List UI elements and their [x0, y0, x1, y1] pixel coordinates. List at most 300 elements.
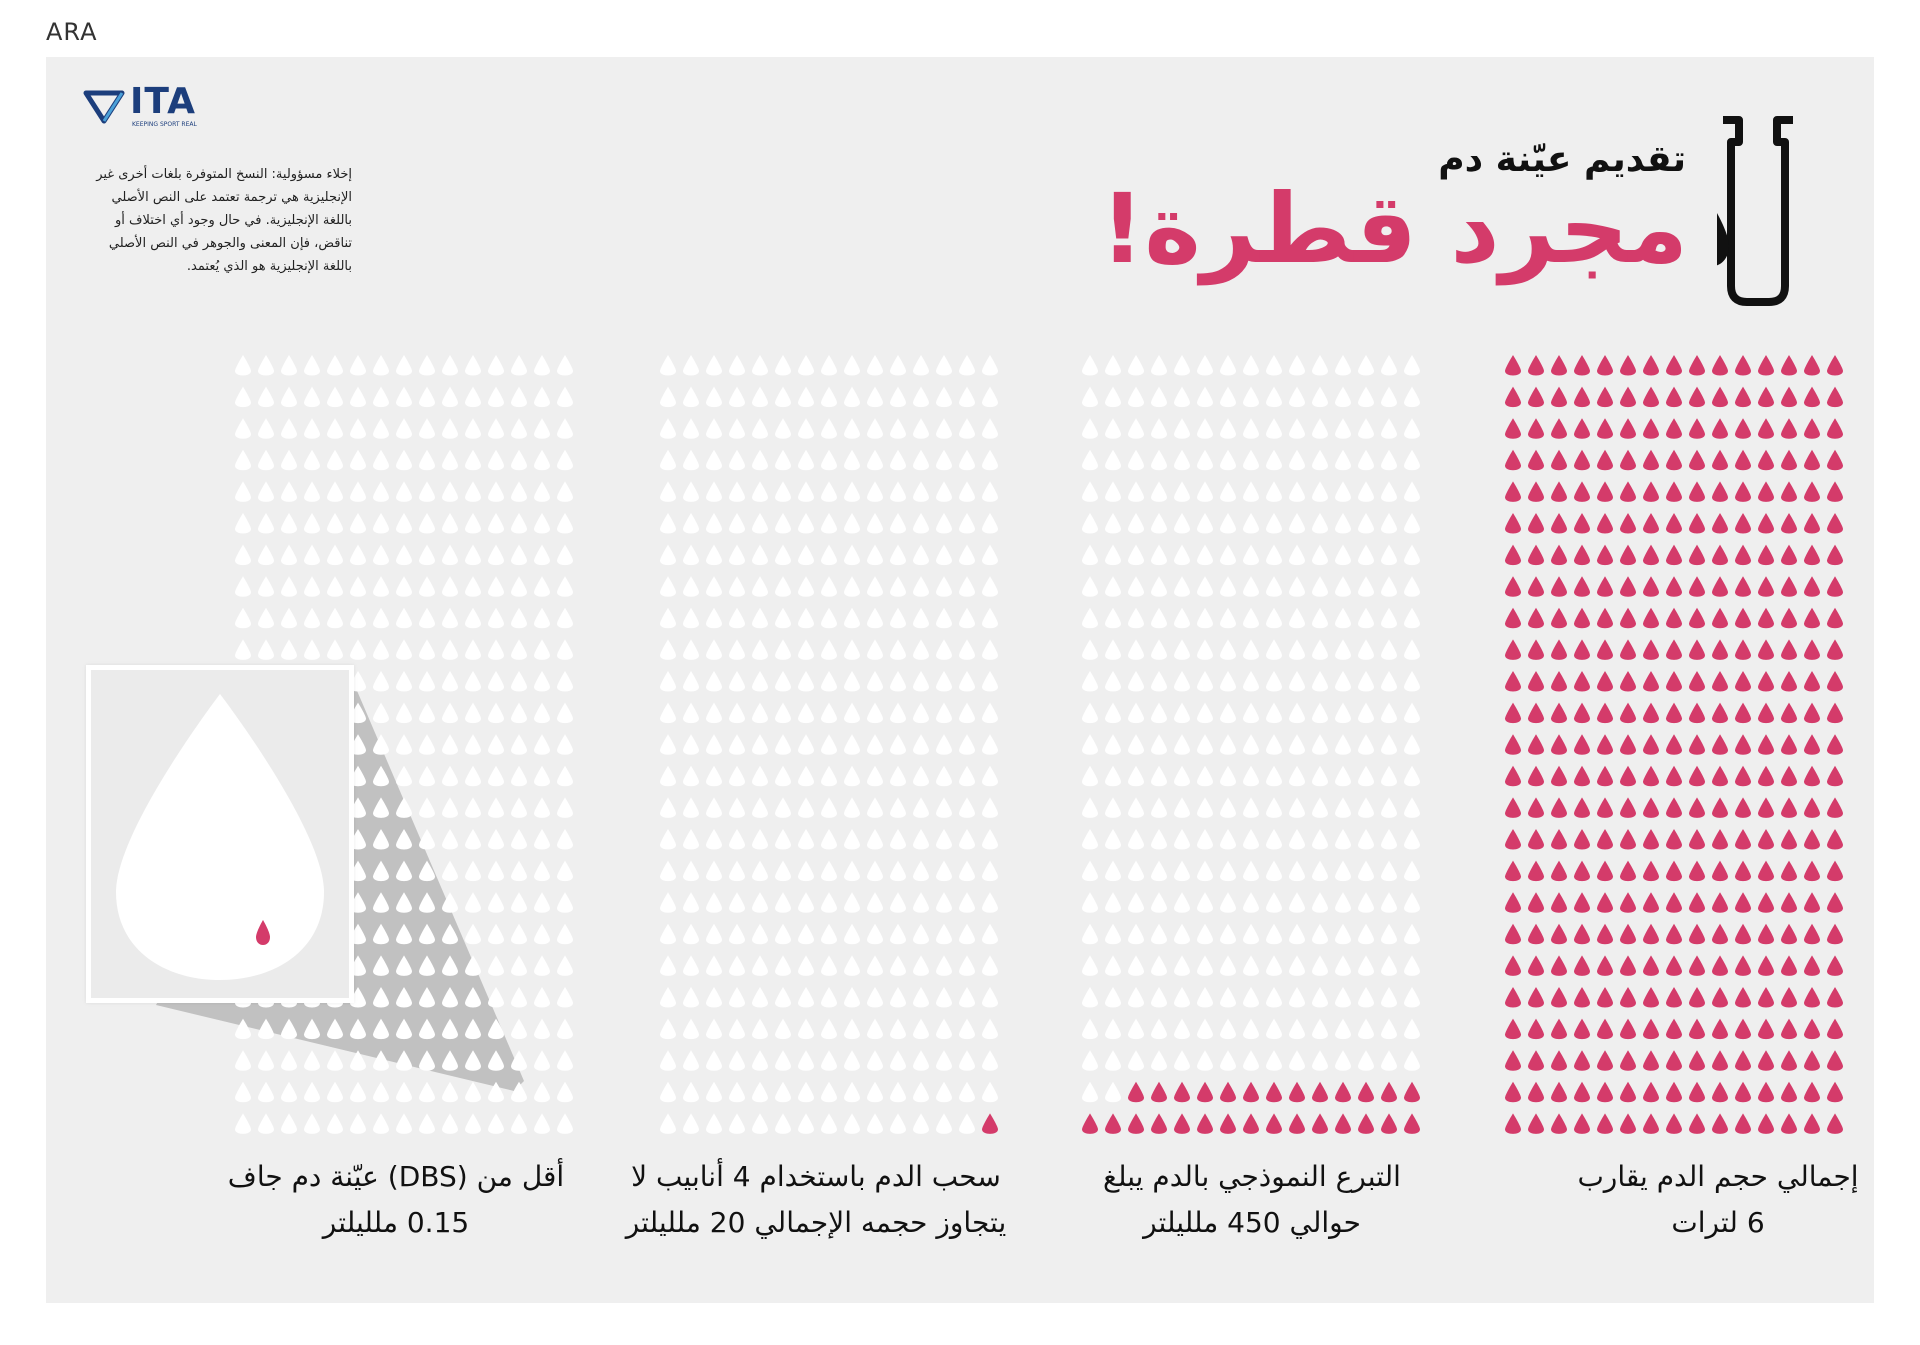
filled-drop-icon	[1666, 387, 1682, 408]
empty-drop-icon	[1404, 355, 1420, 376]
empty-drop-icon	[798, 703, 814, 724]
empty-drop-icon	[1266, 481, 1282, 502]
empty-drop-icon	[982, 797, 998, 818]
empty-drop-icon	[1128, 861, 1144, 882]
empty-drop-icon	[706, 1082, 722, 1103]
empty-drop-icon	[867, 545, 883, 566]
filled-drop-icon	[1597, 703, 1613, 724]
filled-drop-icon	[1689, 608, 1705, 629]
filled-drop-icon	[1758, 513, 1774, 534]
empty-drop-icon	[821, 1082, 837, 1103]
filled-drop-icon	[1505, 766, 1521, 787]
empty-drop-icon	[683, 892, 699, 913]
filled-drop-icon	[1505, 387, 1521, 408]
empty-drop-icon	[1105, 829, 1121, 850]
empty-drop-icon	[729, 576, 745, 597]
empty-drop-icon	[1220, 1050, 1236, 1071]
empty-drop-icon	[982, 418, 998, 439]
empty-drop-icon	[511, 450, 527, 471]
empty-drop-icon	[683, 1113, 699, 1134]
filled-drop-icon	[1712, 987, 1728, 1008]
filled-drop-icon	[1712, 829, 1728, 850]
empty-drop-icon	[959, 892, 975, 913]
empty-drop-icon	[798, 1082, 814, 1103]
empty-drop-icon	[729, 387, 745, 408]
empty-drop-icon	[373, 513, 389, 534]
empty-drop-icon	[396, 481, 412, 502]
filled-drop-icon	[1128, 1082, 1144, 1103]
empty-drop-icon	[959, 1050, 975, 1071]
empty-drop-icon	[1243, 797, 1259, 818]
empty-drop-icon	[798, 924, 814, 945]
filled-drop-icon	[1689, 387, 1705, 408]
empty-drop-icon	[534, 513, 550, 534]
filled-drop-icon	[1620, 797, 1636, 818]
filled-drop-icon	[1735, 450, 1751, 471]
empty-drop-icon	[1266, 955, 1282, 976]
empty-drop-icon	[1174, 766, 1190, 787]
empty-drop-icon	[959, 1113, 975, 1134]
empty-drop-icon	[729, 513, 745, 534]
empty-drop-icon	[936, 955, 952, 976]
filled-drop-icon	[1827, 639, 1843, 660]
empty-drop-icon	[1128, 450, 1144, 471]
empty-drop-icon	[373, 955, 389, 976]
filled-drop-icon	[1643, 703, 1659, 724]
empty-drop-icon	[1243, 829, 1259, 850]
filled-drop-icon	[1574, 955, 1590, 976]
empty-drop-icon	[442, 987, 458, 1008]
empty-drop-icon	[959, 450, 975, 471]
empty-drop-icon	[775, 861, 791, 882]
filled-drop-icon	[1528, 1082, 1544, 1103]
empty-drop-icon	[557, 987, 573, 1008]
empty-drop-icon	[982, 387, 998, 408]
empty-drop-icon	[304, 545, 320, 566]
empty-drop-icon	[465, 671, 481, 692]
filled-drop-icon	[1804, 387, 1820, 408]
empty-drop-icon	[1404, 545, 1420, 566]
empty-drop-icon	[1312, 481, 1328, 502]
filled-drop-icon	[1597, 1050, 1613, 1071]
empty-drop-icon	[890, 1019, 906, 1040]
filled-drop-icon	[1827, 450, 1843, 471]
empty-drop-icon	[775, 987, 791, 1008]
filled-drop-icon	[1620, 766, 1636, 787]
empty-drop-icon	[1197, 1019, 1213, 1040]
empty-drop-icon	[465, 608, 481, 629]
empty-drop-icon	[936, 387, 952, 408]
empty-drop-icon	[844, 987, 860, 1008]
empty-drop-icon	[752, 861, 768, 882]
empty-drop-icon	[752, 513, 768, 534]
empty-drop-icon	[775, 1082, 791, 1103]
filled-drop-icon	[1574, 797, 1590, 818]
filled-drop-icon	[1804, 1082, 1820, 1103]
empty-drop-icon	[706, 418, 722, 439]
empty-drop-icon	[511, 355, 527, 376]
empty-drop-icon	[982, 734, 998, 755]
empty-drop-icon	[465, 1113, 481, 1134]
empty-drop-icon	[1381, 545, 1397, 566]
empty-drop-icon	[660, 608, 676, 629]
empty-drop-icon	[1358, 861, 1374, 882]
empty-drop-icon	[1105, 639, 1121, 660]
filled-drop-icon	[1528, 797, 1544, 818]
filled-drop-icon	[1689, 1050, 1705, 1071]
empty-drop-icon	[1381, 987, 1397, 1008]
empty-drop-icon	[867, 513, 883, 534]
empty-drop-icon	[890, 861, 906, 882]
filled-drop-icon	[1528, 355, 1544, 376]
empty-drop-icon	[419, 1082, 435, 1103]
empty-drop-icon	[557, 734, 573, 755]
empty-drop-icon	[1335, 608, 1351, 629]
empty-drop-icon	[1266, 892, 1282, 913]
empty-drop-icon	[775, 892, 791, 913]
filled-drop-icon	[1758, 703, 1774, 724]
filled-drop-icon	[1243, 1113, 1259, 1134]
filled-drop-icon	[1574, 766, 1590, 787]
filled-drop-icon	[1804, 639, 1820, 660]
filled-drop-icon	[1781, 734, 1797, 755]
empty-drop-icon	[706, 387, 722, 408]
empty-drop-icon	[1335, 418, 1351, 439]
empty-drop-icon	[442, 387, 458, 408]
empty-drop-icon	[465, 924, 481, 945]
empty-drop-icon	[488, 955, 504, 976]
filled-drop-icon	[1666, 576, 1682, 597]
empty-drop-icon	[936, 987, 952, 1008]
filled-drop-icon	[1666, 639, 1682, 660]
filled-drop-icon	[1597, 545, 1613, 566]
empty-drop-icon	[511, 797, 527, 818]
empty-drop-icon	[1312, 545, 1328, 566]
empty-drop-icon	[890, 829, 906, 850]
empty-drop-icon	[258, 576, 274, 597]
empty-drop-icon	[1128, 829, 1144, 850]
empty-drop-icon	[488, 355, 504, 376]
empty-drop-icon	[442, 829, 458, 850]
filled-drop-icon	[1597, 955, 1613, 976]
empty-drop-icon	[1243, 703, 1259, 724]
empty-drop-icon	[683, 639, 699, 660]
empty-drop-icon	[1128, 703, 1144, 724]
empty-drop-icon	[396, 387, 412, 408]
empty-drop-icon	[1404, 608, 1420, 629]
empty-drop-icon	[235, 576, 251, 597]
filled-drop-icon	[1505, 829, 1521, 850]
empty-drop-icon	[1243, 387, 1259, 408]
empty-drop-icon	[1151, 892, 1167, 913]
filled-drop-icon	[1735, 892, 1751, 913]
filled-drop-icon	[1689, 766, 1705, 787]
empty-drop-icon	[281, 1113, 297, 1134]
empty-drop-icon	[959, 797, 975, 818]
empty-drop-icon	[867, 450, 883, 471]
filled-drop-icon	[1804, 418, 1820, 439]
empty-drop-icon	[1105, 734, 1121, 755]
empty-drop-icon	[1082, 861, 1098, 882]
empty-drop-icon	[465, 418, 481, 439]
empty-drop-icon	[798, 1019, 814, 1040]
empty-drop-icon	[1243, 924, 1259, 945]
empty-drop-icon	[660, 829, 676, 850]
empty-drop-icon	[1220, 987, 1236, 1008]
empty-drop-icon	[936, 1082, 952, 1103]
empty-drop-icon	[327, 1019, 343, 1040]
empty-drop-icon	[327, 387, 343, 408]
empty-drop-icon	[1151, 703, 1167, 724]
empty-drop-icon	[1082, 418, 1098, 439]
empty-drop-icon	[1404, 1019, 1420, 1040]
empty-drop-icon	[706, 671, 722, 692]
filled-drop-icon	[1597, 924, 1613, 945]
empty-drop-icon	[1105, 450, 1121, 471]
empty-drop-icon	[821, 355, 837, 376]
empty-drop-icon	[752, 766, 768, 787]
empty-drop-icon	[396, 703, 412, 724]
empty-drop-icon	[1174, 513, 1190, 534]
empty-drop-icon	[1174, 892, 1190, 913]
empty-drop-icon	[1220, 1019, 1236, 1040]
empty-drop-icon	[1381, 1019, 1397, 1040]
empty-drop-icon	[752, 1113, 768, 1134]
empty-drop-icon	[1082, 1050, 1098, 1071]
empty-drop-icon	[534, 1082, 550, 1103]
filled-drop-icon	[1781, 576, 1797, 597]
empty-drop-icon	[729, 1113, 745, 1134]
empty-drop-icon	[683, 418, 699, 439]
empty-drop-icon	[1105, 892, 1121, 913]
filled-drop-icon	[1574, 892, 1590, 913]
empty-drop-icon	[1243, 513, 1259, 534]
filled-drop-icon	[1358, 1082, 1374, 1103]
empty-drop-icon	[396, 1113, 412, 1134]
empty-drop-icon	[1404, 987, 1420, 1008]
empty-drop-icon	[1335, 355, 1351, 376]
empty-drop-icon	[936, 513, 952, 534]
empty-drop-icon	[660, 766, 676, 787]
empty-drop-icon	[706, 892, 722, 913]
filled-drop-icon	[1735, 608, 1751, 629]
empty-drop-icon	[465, 639, 481, 660]
filled-drop-icon	[1643, 513, 1659, 534]
filled-drop-icon	[1620, 513, 1636, 534]
filled-drop-icon	[1689, 797, 1705, 818]
filled-drop-icon	[1597, 608, 1613, 629]
empty-drop-icon	[511, 1019, 527, 1040]
drop-grid-total-blood	[1501, 352, 1845, 1142]
empty-drop-icon	[890, 987, 906, 1008]
filled-drop-icon	[1082, 1113, 1098, 1134]
empty-drop-icon	[959, 924, 975, 945]
empty-drop-icon	[396, 418, 412, 439]
filled-drop-icon	[1689, 955, 1705, 976]
empty-drop-icon	[959, 955, 975, 976]
empty-drop-icon	[706, 1050, 722, 1071]
empty-drop-icon	[867, 418, 883, 439]
filled-drop-icon	[1620, 608, 1636, 629]
filled-drop-icon	[1689, 703, 1705, 724]
filled-drop-icon	[1689, 829, 1705, 850]
empty-drop-icon	[1082, 545, 1098, 566]
empty-drop-icon	[1128, 608, 1144, 629]
filled-drop-icon	[1551, 513, 1567, 534]
filled-drop-icon	[1712, 545, 1728, 566]
filled-drop-icon	[1666, 608, 1682, 629]
empty-drop-icon	[488, 1113, 504, 1134]
empty-drop-icon	[867, 892, 883, 913]
empty-drop-icon	[683, 924, 699, 945]
empty-drop-icon	[729, 481, 745, 502]
empty-drop-icon	[844, 418, 860, 439]
filled-drop-icon	[1804, 355, 1820, 376]
filled-drop-icon	[1620, 734, 1636, 755]
empty-drop-icon	[1335, 987, 1351, 1008]
empty-drop-icon	[775, 545, 791, 566]
empty-drop-icon	[660, 861, 676, 882]
filled-drop-icon	[1551, 355, 1567, 376]
empty-drop-icon	[1404, 450, 1420, 471]
empty-drop-icon	[936, 608, 952, 629]
empty-drop-icon	[775, 608, 791, 629]
empty-drop-icon	[557, 418, 573, 439]
filled-drop-icon	[1827, 797, 1843, 818]
filled-drop-icon	[1735, 418, 1751, 439]
empty-drop-icon	[534, 671, 550, 692]
filled-drop-icon	[1827, 671, 1843, 692]
empty-drop-icon	[1289, 955, 1305, 976]
drop-grid-donation	[1078, 352, 1422, 1142]
empty-drop-icon	[1174, 608, 1190, 629]
empty-drop-icon	[913, 450, 929, 471]
empty-drop-icon	[488, 1050, 504, 1071]
empty-drop-icon	[1082, 576, 1098, 597]
empty-drop-icon	[936, 861, 952, 882]
empty-drop-icon	[1358, 481, 1374, 502]
empty-drop-icon	[821, 387, 837, 408]
filled-drop-icon	[1758, 387, 1774, 408]
empty-drop-icon	[396, 513, 412, 534]
empty-drop-icon	[488, 387, 504, 408]
empty-drop-icon	[1174, 797, 1190, 818]
empty-drop-icon	[1151, 955, 1167, 976]
empty-drop-icon	[1266, 576, 1282, 597]
empty-drop-icon	[1266, 703, 1282, 724]
empty-drop-icon	[465, 481, 481, 502]
filled-drop-icon	[1574, 608, 1590, 629]
filled-drop-icon	[1643, 355, 1659, 376]
empty-drop-icon	[1151, 861, 1167, 882]
filled-drop-icon	[1781, 355, 1797, 376]
empty-drop-icon	[327, 639, 343, 660]
empty-drop-icon	[373, 703, 389, 724]
empty-drop-icon	[1266, 450, 1282, 471]
empty-drop-icon	[1404, 387, 1420, 408]
empty-drop-icon	[660, 734, 676, 755]
empty-drop-icon	[798, 1050, 814, 1071]
empty-drop-icon	[660, 387, 676, 408]
empty-drop-icon	[913, 481, 929, 502]
filled-drop-icon	[1220, 1113, 1236, 1134]
empty-drop-icon	[1381, 450, 1397, 471]
empty-drop-icon	[1381, 924, 1397, 945]
empty-drop-icon	[683, 450, 699, 471]
empty-drop-icon	[775, 355, 791, 376]
empty-drop-icon	[729, 987, 745, 1008]
filled-drop-icon	[1528, 1113, 1544, 1134]
filled-drop-icon	[1689, 355, 1705, 376]
empty-drop-icon	[396, 829, 412, 850]
empty-drop-icon	[1335, 513, 1351, 534]
empty-drop-icon	[660, 639, 676, 660]
empty-drop-icon	[1128, 1019, 1144, 1040]
empty-drop-icon	[373, 797, 389, 818]
empty-drop-icon	[867, 1113, 883, 1134]
empty-drop-icon	[913, 955, 929, 976]
empty-drop-icon	[936, 797, 952, 818]
filled-drop-icon	[1643, 829, 1659, 850]
filled-drop-icon	[1505, 892, 1521, 913]
empty-drop-icon	[1312, 639, 1328, 660]
empty-drop-icon	[890, 1082, 906, 1103]
empty-drop-icon	[1312, 355, 1328, 376]
empty-drop-icon	[1335, 450, 1351, 471]
empty-drop-icon	[488, 481, 504, 502]
empty-drop-icon	[350, 1050, 366, 1071]
empty-drop-icon	[959, 829, 975, 850]
empty-drop-icon	[235, 608, 251, 629]
filled-drop-icon	[1712, 766, 1728, 787]
empty-drop-icon	[1151, 576, 1167, 597]
filled-drop-icon	[1781, 892, 1797, 913]
empty-drop-icon	[511, 576, 527, 597]
empty-drop-icon	[844, 766, 860, 787]
empty-drop-icon	[775, 955, 791, 976]
filled-drop-icon	[1505, 608, 1521, 629]
filled-drop-icon	[1689, 545, 1705, 566]
empty-drop-icon	[959, 387, 975, 408]
empty-drop-icon	[1266, 418, 1282, 439]
filled-drop-icon	[1712, 1019, 1728, 1040]
empty-drop-icon	[258, 387, 274, 408]
filled-drop-icon	[1528, 924, 1544, 945]
filled-drop-icon	[1758, 892, 1774, 913]
filled-drop-icon	[1620, 1019, 1636, 1040]
empty-drop-icon	[1197, 481, 1213, 502]
empty-drop-icon	[396, 1050, 412, 1071]
filled-drop-icon	[1643, 387, 1659, 408]
empty-drop-icon	[844, 861, 860, 882]
filled-drop-icon	[1758, 1050, 1774, 1071]
empty-drop-icon	[913, 892, 929, 913]
empty-drop-icon	[683, 671, 699, 692]
empty-drop-icon	[1289, 608, 1305, 629]
empty-drop-icon	[1128, 955, 1144, 976]
empty-drop-icon	[442, 418, 458, 439]
empty-drop-icon	[442, 1113, 458, 1134]
empty-drop-icon	[1358, 576, 1374, 597]
empty-drop-icon	[350, 608, 366, 629]
filled-drop-icon	[1735, 955, 1751, 976]
empty-drop-icon	[419, 639, 435, 660]
empty-drop-icon	[1335, 766, 1351, 787]
filled-drop-icon	[1551, 481, 1567, 502]
empty-drop-icon	[1289, 545, 1305, 566]
empty-drop-icon	[419, 608, 435, 629]
empty-drop-icon	[729, 608, 745, 629]
